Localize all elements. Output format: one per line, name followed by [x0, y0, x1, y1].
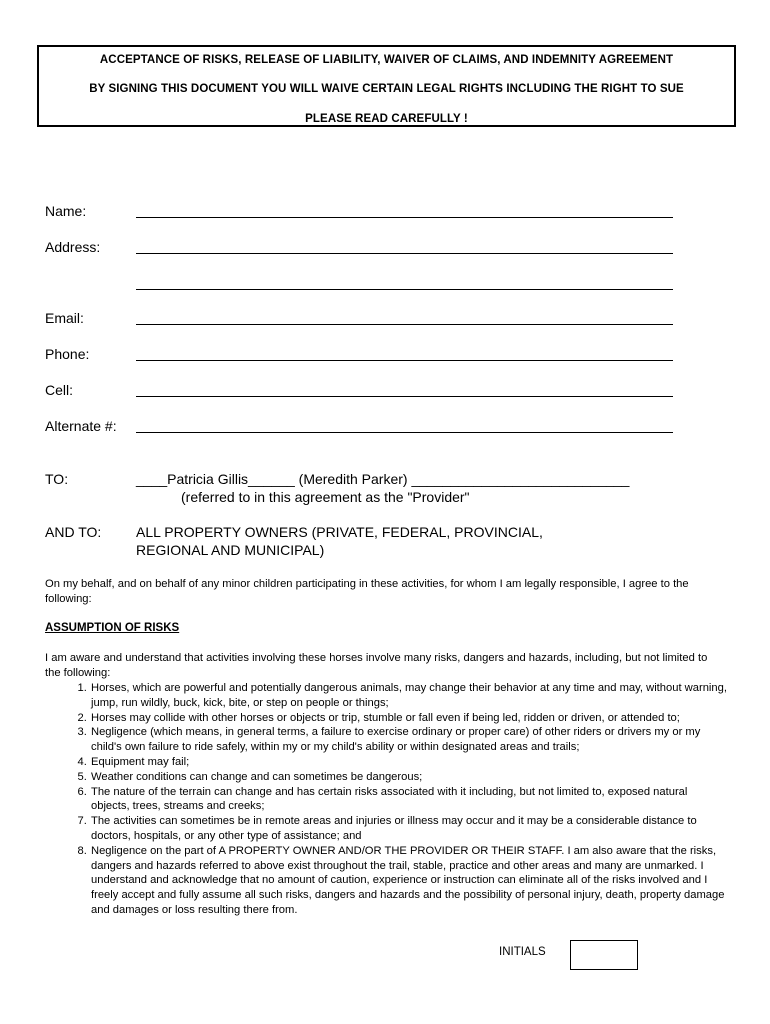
address-field-line-1[interactable]	[136, 253, 673, 254]
name-label: Name:	[45, 203, 87, 219]
cell-label: Cell:	[45, 382, 74, 398]
property-owners-line-2: REGIONAL AND MUNICIPAL)	[136, 542, 325, 558]
initials-label: INITIALS	[499, 946, 546, 958]
provider-name: ____Patricia Gillis______ (Meredith Parker) ____________________________	[136, 471, 630, 487]
email-field[interactable]	[136, 324, 673, 325]
email-label: Email:	[45, 310, 84, 326]
alternate-label: Alternate #:	[45, 418, 117, 434]
risk-item: 1. Horses, which are powerful and potentially dangerous animals, may change their behavior at any time and may, without warning, jump, run wildly, buck, kick, bite, or step on people or things;	[90, 681, 729, 711]
risk-item: 5. Weather conditions can change and can sometimes be dangerous;	[90, 770, 729, 785]
read-carefully-notice: PLEASE READ CAREFULLY !	[305, 113, 468, 125]
risk-item: 6. The nature of the terrain can change and has certain risks associated with it including, but not limited to, exposed natural objects, trees, streams and creeks;	[90, 785, 729, 815]
alternate-field[interactable]	[136, 432, 673, 433]
assumption-intro: I am aware and understand that activities involving these horses involve many risks, dangers and hazards, including, but not limited to the following:	[45, 652, 708, 679]
risk-item: 8. Negligence on the part of A PROPERTY OWNER AND/OR THE PROVIDER OR THEIR STAFF. I am also aware that the risks, dangers and hazards referred to above exist throughout the trail, stable, practice and other areas and many are unmarked. I understand and acknowledge that no amount of caution, experience or instruction can eliminate all of the risks involved and I freely accept and fully assume all such risks, dangers and hazards and the possibility of personal injury, death, property damage and damages or loss resulting there from.	[90, 844, 729, 918]
risk-list	[45, 681, 729, 918]
address-label: Address:	[45, 239, 101, 255]
to-label: TO:	[45, 471, 69, 487]
cell-field[interactable]	[136, 396, 673, 397]
document-title: ACCEPTANCE OF RISKS, RELEASE OF LIABILITY, WAIVER OF CLAIMS, AND INDEMNITY AGREEMENT	[99, 54, 674, 66]
phone-field[interactable]	[136, 360, 673, 361]
property-owners-line-1: ALL PROPERTY OWNERS (PRIVATE, FEDERAL, PROVINCIAL,	[136, 524, 543, 540]
address-field-line-2[interactable]	[136, 289, 673, 290]
provider-note: (referred to in this agreement as the "Provider"	[181, 489, 470, 505]
intro-paragraph: On my behalf, and on behalf of any minor children participating in these activities, for whom I am legally responsible, I agree to the following:	[45, 578, 689, 605]
initials-box[interactable]	[570, 940, 638, 970]
risk-item: 4. Equipment may fail;	[90, 755, 729, 770]
and-to-label: AND TO:	[45, 524, 102, 540]
risk-item: 2. Horses may collide with other horses or objects or trip, stumble or fall even if being led, ridden or driven, or attended to;	[90, 711, 729, 726]
document-header-box	[37, 45, 736, 127]
name-field[interactable]	[136, 217, 673, 218]
phone-label: Phone:	[45, 346, 90, 362]
risk-item: 7. The activities can sometimes be in remote areas and injuries or illness may occur and it may be a considerable distance to doctors, hospitals, or any other type of assistance; and	[90, 814, 729, 844]
waiver-warning: BY SIGNING THIS DOCUMENT YOU WILL WAIVE CERTAIN LEGAL RIGHTS INCLUDING THE RIGHT TO SUE	[89, 83, 684, 95]
assumption-heading: ASSUMPTION OF RISKS	[45, 622, 180, 634]
risk-item: 3. Negligence (which means, in general terms, a failure to exercise ordinary or proper care) of other riders or drivers my or my child's own failure to ride safely, within my or my child's ability or within designated areas and trails;	[90, 725, 729, 755]
